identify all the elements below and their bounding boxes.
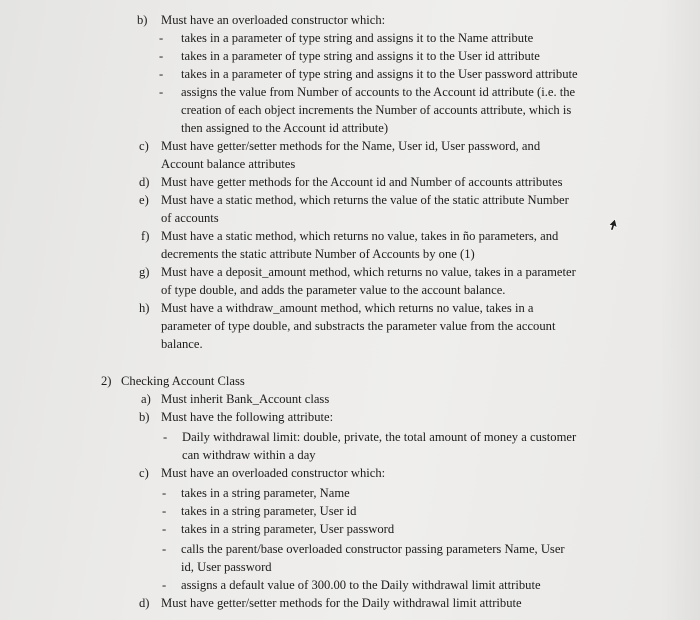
bullet-dash: - xyxy=(162,522,167,536)
item-text-1f-line2: decrements the static attribute Number of Accounts by one (1) xyxy=(161,247,475,261)
sub-item-2c-5: assigns a default value of 300.00 to the Daily withdrawal limit attribute xyxy=(181,578,541,592)
item-marker-2b: b) xyxy=(139,410,150,424)
item-marker-2c: c) xyxy=(139,466,149,480)
bullet-dash: - xyxy=(159,31,164,45)
sub-item-1b-4-line2: creation of each object increments the Number of accounts attribute, which is xyxy=(181,103,572,117)
item-text-1f-line1: Must have a static method, which returns no value, takes in ño parameters, and xyxy=(161,229,559,243)
item-text-1g-line1: Must have a deposit_amount method, which returns no value, takes in a parameter xyxy=(161,265,576,279)
sub-item-2b-1-line1: Daily withdrawal limit: double, private, the total amount of money a customer xyxy=(182,430,577,444)
sub-item-2c-2: takes in a string parameter, User id xyxy=(181,504,357,518)
page-shadow xyxy=(660,0,700,620)
sub-item-2c-4-line1: calls the parent/base overloaded constructor passing parameters Name, User xyxy=(181,542,565,556)
item-marker-1h: h) xyxy=(139,301,150,315)
item-text-2a: Must inherit Bank_Account class xyxy=(161,392,330,406)
bullet-dash: - xyxy=(162,578,167,592)
item-text-1h-line1: Must have a withdraw_amount method, which returns no value, takes in a xyxy=(161,301,534,315)
sub-item-1b-4-line1: assigns the value from Number of accounts to the Account id attribute (i.e. the xyxy=(181,85,576,99)
item-text-1c-line2: Account balance attributes xyxy=(161,157,296,171)
item-text-2b: Must have the following attribute: xyxy=(161,410,334,424)
item-text-1e-line2: of accounts xyxy=(161,211,219,225)
bullet-dash: - xyxy=(162,504,167,518)
bullet-dash: - xyxy=(162,542,167,556)
sub-item-1b-4-line3: then assigned to the Account id attribute) xyxy=(181,121,389,135)
item-text-1b: Must have an overloaded constructor which: xyxy=(161,13,386,27)
item-text-1e-line1: Must have a static method, which returns the value of the static attribute Number xyxy=(161,193,569,207)
bullet-dash: - xyxy=(159,49,164,63)
section-title-2: Checking Account Class xyxy=(121,374,245,388)
item-marker-2a: a) xyxy=(141,392,151,406)
item-marker-1b: b) xyxy=(137,13,148,27)
item-marker-1d: d) xyxy=(139,175,150,189)
item-text-1c-line1: Must have getter/setter methods for the Name, User id, User password, and xyxy=(161,139,541,153)
sub-item-2c-3: takes in a string parameter, User password xyxy=(181,522,395,536)
item-text-2c: Must have an overloaded constructor which: xyxy=(161,466,386,480)
item-marker-1f: f) xyxy=(141,229,150,243)
bullet-dash: - xyxy=(159,67,164,81)
bullet-dash: - xyxy=(162,486,167,500)
item-marker-2d: d) xyxy=(139,596,150,610)
sub-item-2c-4-line2: id, User password xyxy=(181,560,272,574)
bullet-dash: - xyxy=(159,85,164,99)
item-text-1h-line2: parameter of type double, and substracts the parameter value from the account xyxy=(161,319,556,333)
item-marker-1g: g) xyxy=(139,265,150,279)
mouse-pointer-icon xyxy=(606,218,620,232)
sub-item-1b-1: takes in a parameter of type string and assigns it to the Name attribute xyxy=(181,31,534,45)
sub-item-1b-3: takes in a parameter of type string and assigns it to the User password attribute xyxy=(181,67,578,81)
sub-item-1b-2: takes in a parameter of type string and assigns it to the User id attribute xyxy=(181,49,540,63)
item-text-1d-line1: Must have getter methods for the Account id and Number of accounts attributes xyxy=(161,175,563,189)
item-text-1g-line2: of type double, and adds the parameter value to the account balance. xyxy=(161,283,506,297)
item-marker-1e: e) xyxy=(139,193,149,207)
section-number-2: 2) xyxy=(101,374,112,388)
item-text-1h-line3: balance. xyxy=(161,337,203,351)
bullet-dash: - xyxy=(163,430,168,444)
sub-item-2c-1: takes in a string parameter, Name xyxy=(181,486,350,500)
item-marker-1c: c) xyxy=(139,139,149,153)
sub-item-2b-1-line2: can withdraw within a day xyxy=(182,448,316,462)
item-text-2d: Must have getter/setter methods for the Daily withdrawal limit attribute xyxy=(161,596,522,610)
